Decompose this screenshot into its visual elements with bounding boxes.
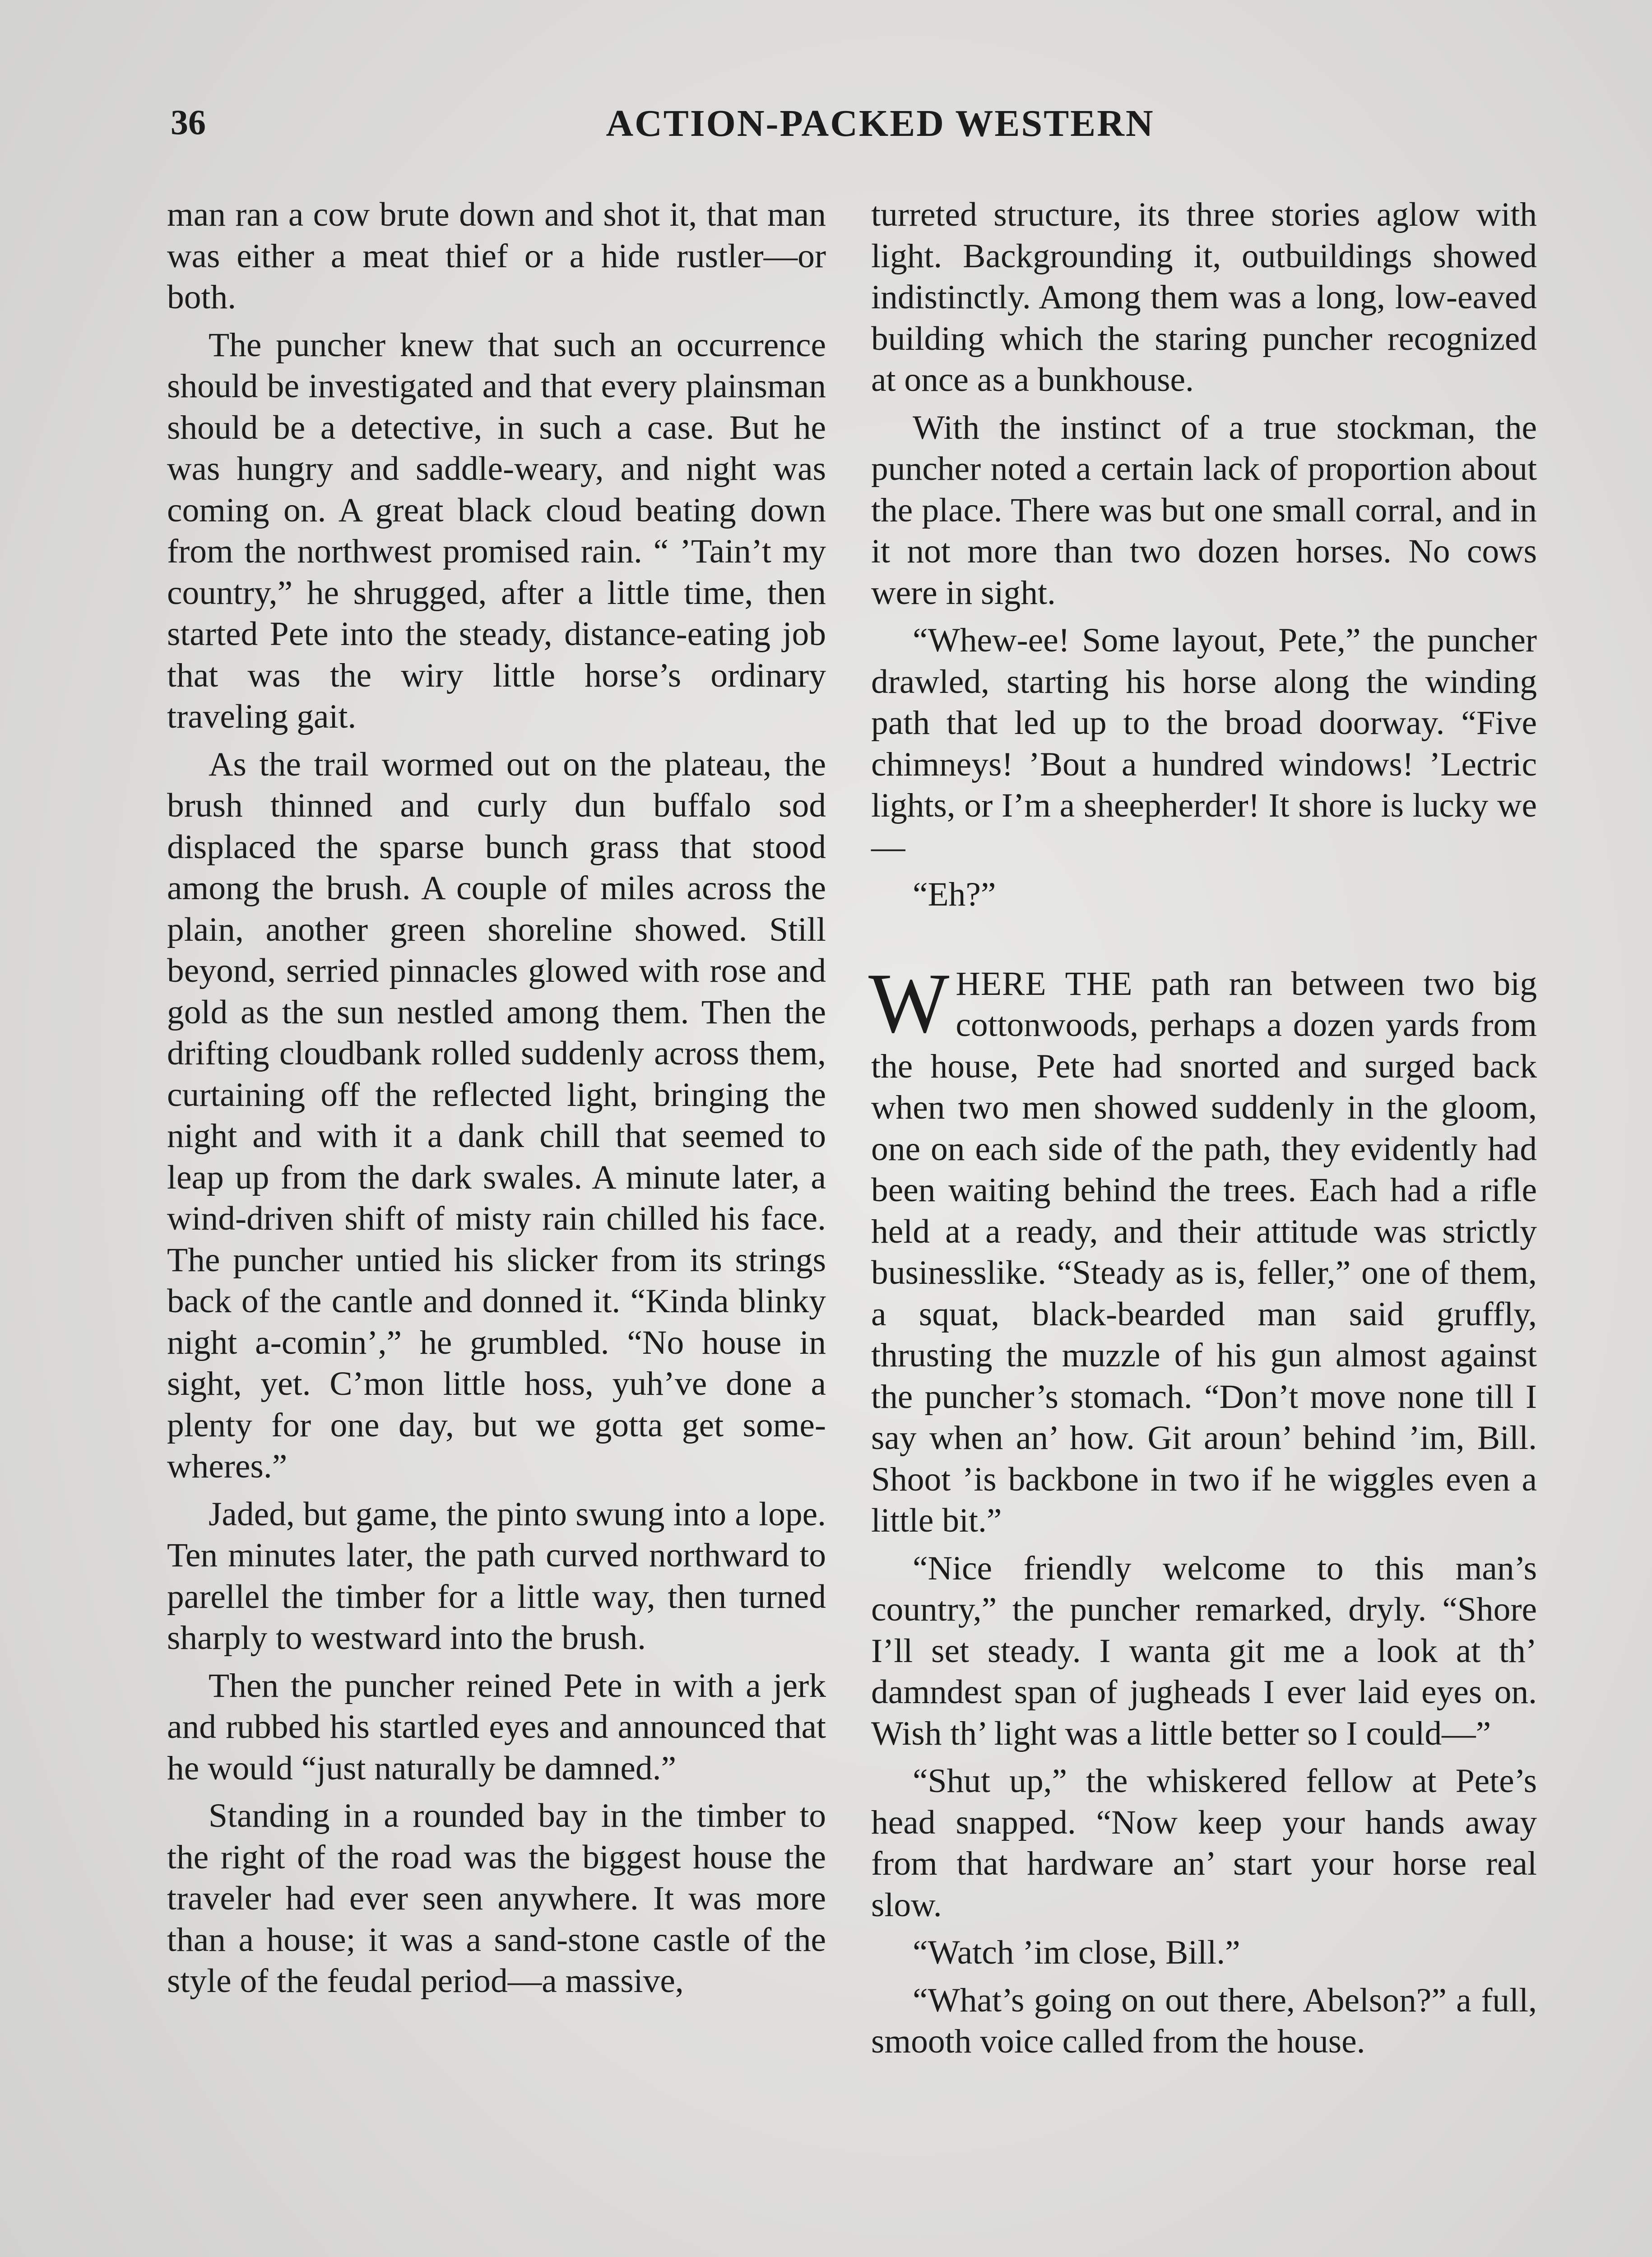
- section-opening-paragraph: [868, 956, 1537, 1542]
- right-column: [868, 194, 1537, 2069]
- paragraph: “Watch ’im close, Bill.”: [913, 1934, 1240, 1971]
- paragraph: turreted structure, its three stories aglow with light. Backgrounding it, outbuildings showed indistinctly. Among them was a long, low-eaved building which the staring puncher recognized at once as a bunkhouse.: [871, 196, 1537, 399]
- section-break: [871, 922, 1537, 963]
- paragraph: The puncher knew that such an occurrence should be investigated and that every plainsman should be a detective, in such a case. But he was hungry and saddle-weary, and night was coming on. A great black cloud beating down from the northwest promised rain. “ ’Tain’t my country,” he shrugged, after a little time, then started Pete into the steady, distance-eating job that was the wiry little horse’s ordinary traveling gait.: [167, 326, 826, 735]
- paragraph-text: path ran between two big cottonwoods, perhaps a dozen yards from the house, Pete had snorted and surged back when two men showed suddenly in the gloom, one on each side of the path, they evidently had been waiting behind the trees. Each had a rifle held at a ready, and their attitude was strictly businesslike. “Steady as is, feller,” one of them, a squat, black-bearded man said gruffly, thrusting the muzzle of his gun almost against the puncher’s stomach. “Don’t move none till I say when an’ how. Git aroun’ behind ’im, Bill. Shoot ’is backbone in two if he wiggles even a little bit.”: [871, 965, 1537, 1539]
- paragraph: “Shut up,” the whiskered fellow at Pete’s head snapped. “Now keep your hands away from that hardware an’ start your horse real slow.: [871, 1762, 1537, 1924]
- paragraph: With the instinct of a true stockman, the puncher noted a certain lack of proportion about the place. There was but one small corral, and in it not more than two dozen horses. No cows were in sight.: [871, 409, 1537, 612]
- lead-in-caps: HERE THE: [956, 965, 1133, 1003]
- paragraph: As the trail wormed out on the plateau, the brush thinned and curly dun buffalo sod displaced the sparse bunch grass that stood among the brush. A couple of miles across the plain, another green shoreline showed. Still beyond, serried pinnacles glowed with rose and gold as the sun nestled among them. Then the drifting cloudbank rolled suddenly across them, curtaining off the reflected light, bringing the night and with it a dank chill that seemed to leap up from the dark swales. A minute later, a wind-driven shift of misty rain chilled his face. The puncher untied his slicker from its strings back of the cantle and donned it. “Kinda blinky night a-comin’,” he grumbled. “No house in sight, yet. C’mon little hoss, yuh’ve done a plenty for one day, but we gotta get somewheres.”: [167, 745, 826, 1485]
- paragraph: “Nice friendly welcome to this man’s country,” the puncher remarked, dryly. “Shore I’ll set steady. I wanta git me a look at th’ damndest span of jugheads I ever laid eyes on. Wish th’ light was a little better so I could—”: [871, 1549, 1537, 1752]
- paragraph: “What’s going on out there, Abelson?” a full, smooth voice called from the house.: [871, 1981, 1537, 2060]
- paragraph: Standing in a rounded bay in the timber to the right of the road was the biggest house the traveler had ever seen anywhere. It was more than a house; it was a sand-stone castle of the style of the feudal period—a massive,: [167, 1797, 826, 2000]
- paragraph: Then the puncher reined Pete in with a jerk and rubbed his startled eyes and announced that he would “just naturally be damned.”: [167, 1667, 826, 1787]
- paragraph: Jaded, but game, the pinto swung into a lope. Ten minutes later, the path curved northward to parellel the timber for a little way, then turned sharply to westward into the brush.: [167, 1495, 826, 1657]
- left-column: [167, 194, 826, 2008]
- paragraph: man ran a cow brute down and shot it, that man was either a meat thief or a hide rustler—or both.: [167, 196, 826, 316]
- paragraph: “Eh?”: [913, 876, 996, 913]
- page-number: 36: [171, 102, 206, 142]
- running-title: ACTION-PACKED WESTERN: [606, 102, 1155, 144]
- paragraph: “Whew-ee! Some layout, Pete,” the puncher drawled, starting his horse along the winding path that led up to the broad doorway. “Five chimneys! ’Bout a hundred windows! ’Lectric lights, or I’m a sheepherder! It shore is lucky we—: [871, 622, 1537, 866]
- drop-cap: W: [868, 956, 950, 1051]
